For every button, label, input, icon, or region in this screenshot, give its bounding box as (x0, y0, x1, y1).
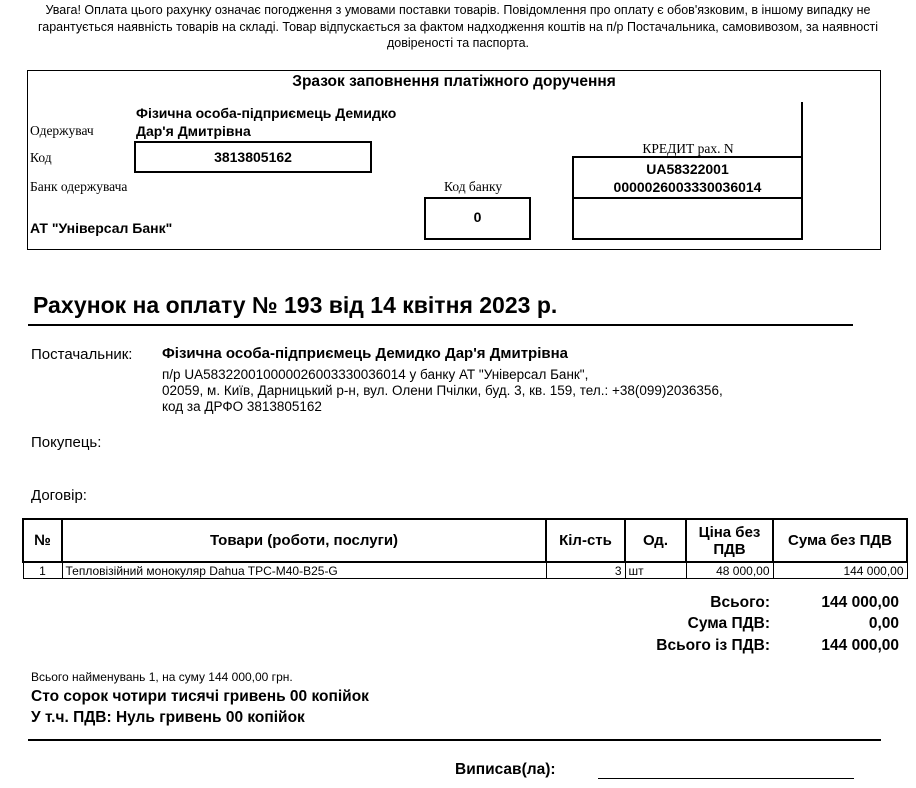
payment-sample-title: Зразок заповнення платіжного доручення (292, 73, 616, 90)
vat-in-words: У т.ч. ПДВ: Нуль гривень 00 копійок (31, 709, 305, 726)
contract-label: Договір: (31, 487, 87, 504)
table-row (23, 562, 907, 579)
row-qty: 3 (546, 562, 625, 579)
recipient-name (136, 104, 396, 140)
header-sum: Сума без ПДВ (773, 519, 907, 562)
amount-in-words: Сто сорок чотири тисячі гривень 00 копійок (31, 688, 369, 705)
recipient-label: Одержувач (30, 123, 94, 138)
total-value: 144 000,00 (821, 594, 899, 611)
row-unit: шт (625, 562, 686, 579)
invoice-title: Рахунок на оплату № 193 від 14 квітня 2023 р. (33, 292, 558, 318)
credit-account-label: КРЕДИТ рах. N (642, 141, 734, 156)
buyer-label: Покупець: (31, 434, 102, 451)
supplier-details (162, 367, 723, 415)
items-count-line: Всього найменувань 1, на суму 144 000,00 грн. (31, 670, 293, 684)
table-header-row (23, 519, 907, 562)
header-qty: Кіл-сть (546, 519, 625, 562)
total-with-vat-label: Всього із ПДВ: (656, 637, 770, 654)
supplier-details-line3: код за ДРФО 3813805162 (162, 399, 322, 414)
row-goods: Тепловізійний монокуляр Dahua TPC-M40-B25-G (62, 562, 546, 579)
bank-code-value: 0 (473, 209, 482, 225)
code-value: 3813805162 (214, 149, 292, 165)
account-line2: 0000026003330036014 (613, 179, 762, 195)
code-box (134, 141, 372, 173)
supplier-label: Постачальник: (31, 346, 133, 363)
recipient-name-line1: Фізична особа-підприємець Демидко (136, 105, 397, 121)
bank-code-box (424, 197, 531, 240)
supplier-details-line1: п/р UA583220010000026003330036014 у банку АТ "Універсал Банк", (162, 367, 589, 382)
bank-account-box (572, 197, 803, 240)
bottom-divider (28, 739, 881, 741)
vat-label: Сума ПДВ: (687, 615, 770, 632)
supplier-name: Фізична особа-підприємець Демидко Дар'я Дмитрівна (162, 345, 568, 362)
total-with-vat-value: 144 000,00 (821, 637, 899, 654)
bank-code-label: Код банку (444, 179, 503, 194)
recipient-name-line2: Дар'я Дмитрівна (136, 123, 251, 139)
payment-notice: Увага! Оплата цього рахунку означає погодження з умовами поставки товарів. Повідомлення про оплату є обов'язковим, в іншому випадку не гарантується наявність товарів на складі. Товар відпускається за фактом надходження коштів на п/р Постачальника, самовивозом, за наявності довіреності та паспорта. (37, 3, 878, 50)
header-unit: Од. (625, 519, 686, 562)
payment-sample-block (27, 70, 881, 250)
account-box (572, 156, 803, 199)
vat-value: 0,00 (868, 615, 899, 632)
signature-line[interactable] (598, 778, 854, 779)
code-label: Код (30, 150, 52, 165)
total-label: Всього: (710, 594, 770, 611)
row-num: 1 (23, 562, 62, 579)
row-price: 48 000,00 (686, 562, 773, 579)
issued-by-label: Виписав(ла): (455, 761, 556, 778)
supplier-details-line2: 02059, м. Київ, Дарницький р-н, вул. Олени Пчілки, буд. 3, кв. 159, тел.: +38(099)2036356, (162, 383, 723, 398)
bank-name: АТ "Універсал Банк" (30, 220, 173, 236)
account-line1: UA58322001 (646, 161, 729, 177)
row-sum: 144 000,00 (773, 562, 907, 579)
header-num: № (23, 519, 62, 562)
bank-label: Банк одержувача (30, 179, 128, 194)
items-table (22, 518, 908, 579)
title-underline (28, 324, 853, 326)
header-goods: Товари (роботи, послуги) (62, 519, 546, 562)
header-price: Ціна без ПДВ (686, 519, 773, 562)
credit-vertical-line (801, 102, 803, 158)
